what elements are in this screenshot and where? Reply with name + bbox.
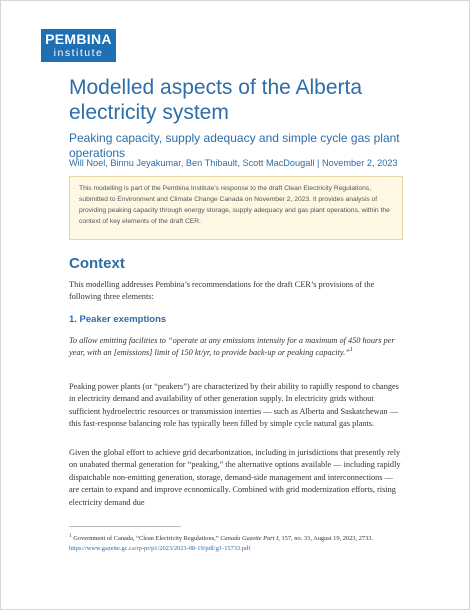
section-heading-peaker-exemptions: 1. Peaker exemptions: [69, 314, 167, 325]
context-intro: This modelling addresses Pembina’s recommendations for the draft CER’s provisions of the following three elements:: [69, 280, 375, 302]
pembina-logo: [41, 29, 116, 62]
footnote-number: 1: [69, 533, 72, 539]
footnote-link[interactable]: https://www.gazette.gc.ca/rp-pr/p1/2023/2023-08-19/pdf/g1-15733.pdf: [69, 544, 251, 552]
footnote-publication: Canada Gazette Part I,: [220, 535, 280, 543]
body-paragraph: Given the global effort to achieve grid decarbonization, including in jurisdictions that presently rely on unabated thermal generation for “peaking,” the alternative options available — including rapidly dispatchable non-emitting generation, storage, demand-side management and interconnections — are certain to expand and improve economically. Combined with grid modernization efforts, rising electricity demand due: [69, 448, 401, 507]
footnote-ref[interactable]: 1: [349, 347, 353, 354]
document-subtitle: Peaking capacity, supply adequacy and simple cycle gas plant operations: [69, 131, 400, 160]
authors-date: Will Noel, Binnu Jeyakumar, Ben Thibault, Scott MacDougall | November 2, 2023: [69, 158, 398, 168]
footnote: [69, 532, 405, 553]
context-heading: Context: [69, 255, 125, 272]
summary-callout: This modelling is part of the Pembina Institute’s response to the draft Clean Electricity Regulations, submitted to Environment and Climate Change Canada on November 2, 2023. It provides analysis of providing peaking capacity through energy storage, supply adequacy and gas plant operations, within the context of key elements of the draft CER.: [69, 176, 403, 240]
logo-line-2: institute: [53, 47, 104, 59]
footnote-divider: [69, 526, 181, 527]
body-paragraph: Peaking power plants (or “peakers”) are characterized by their ability to rapidly respond to changes in electricity demand and availability of other generation supply. In electricity grids without sufficient hydroelectric resources or transmission interties — such as Alberta and Saskatchewan — this fast-response balancing role has typically been filled by simple cycle natural gas plants.: [69, 382, 399, 429]
document-title: Modelled aspects of the Alberta electricity system: [69, 76, 363, 124]
footnote-text: Government of Canada, “Clean Electricity Regulations,”: [73, 535, 221, 543]
footnote-text-after: 157, no. 33, August 19, 2023, 2733.: [279, 535, 374, 543]
quote-text: To allow emitting facilities to “operate at any emissions intensity for a maximum of 450 hours per year, with an [emissions] limit of 150 kt/yr, to provide back-up or peaking capacity.”: [69, 336, 395, 358]
logo-line-1: PEMBINA: [45, 31, 112, 47]
regulation-quote: [69, 335, 405, 360]
